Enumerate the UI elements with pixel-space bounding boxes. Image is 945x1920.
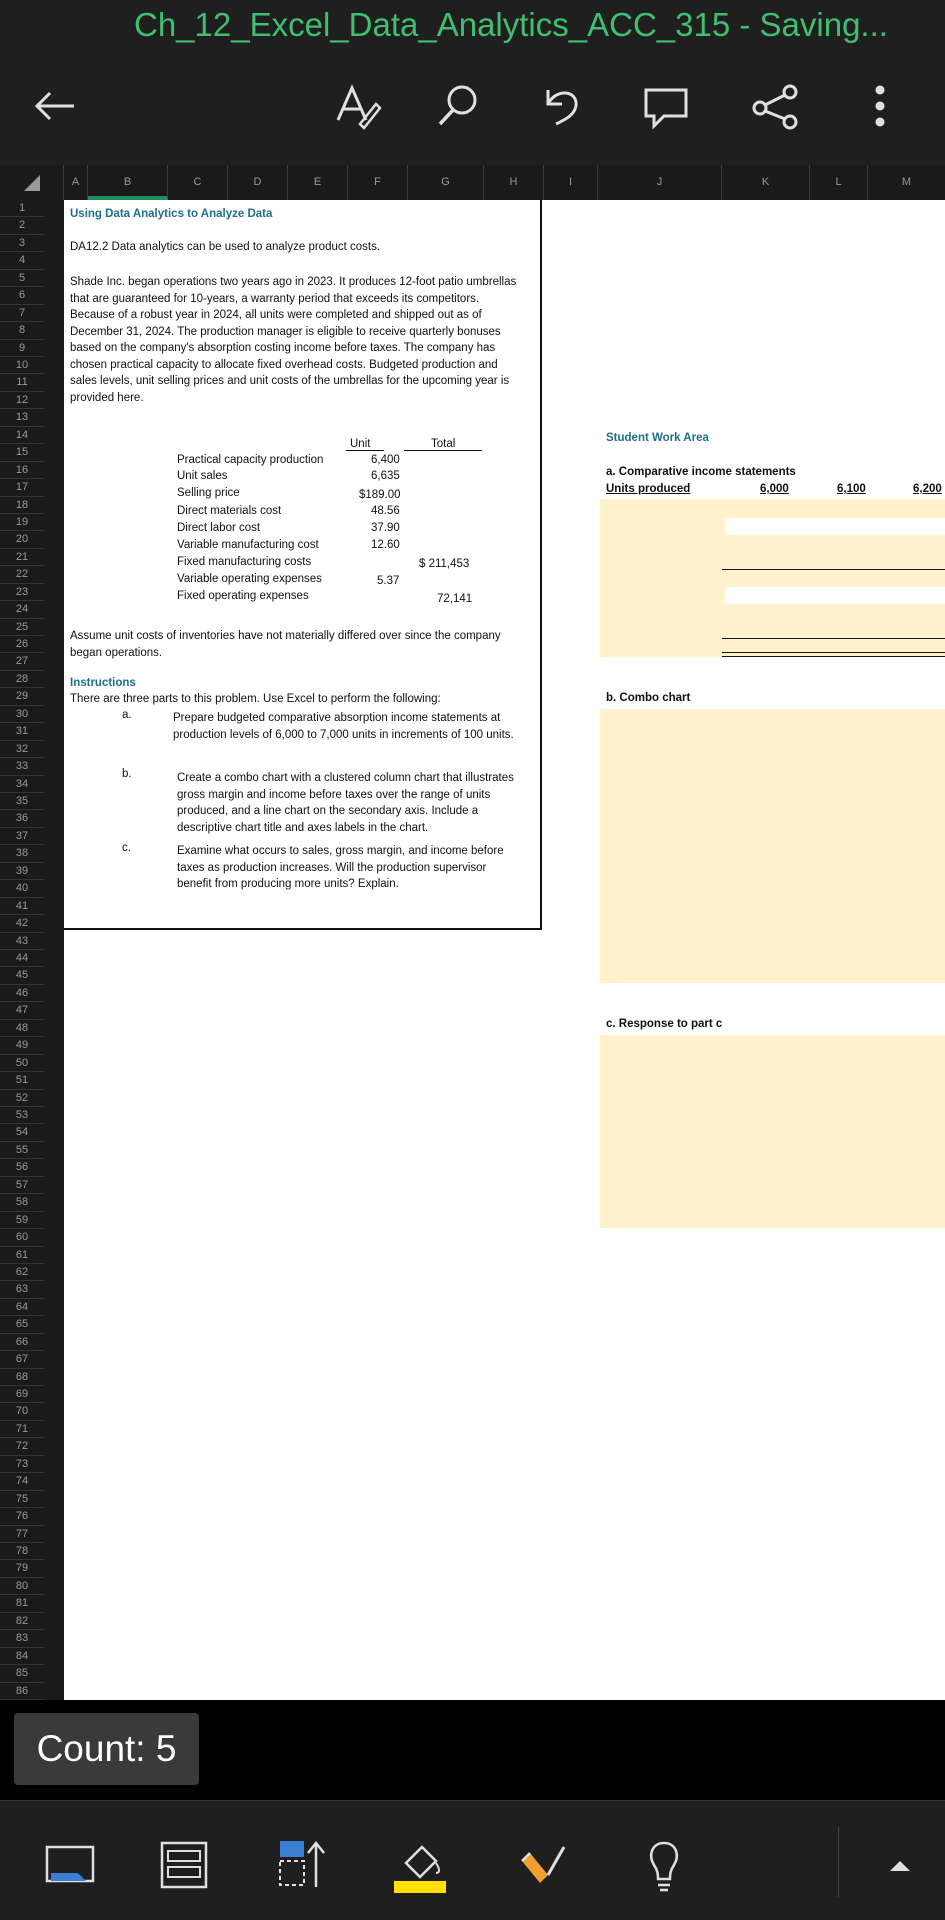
double-rule-bottom	[722, 656, 945, 657]
row-header[interactable]: 40	[0, 880, 44, 897]
column-header-e[interactable]: E	[288, 165, 348, 200]
row-header[interactable]: 59	[0, 1212, 44, 1229]
row-header[interactable]: 18	[0, 497, 44, 514]
table-row-unit[interactable]: $189.00	[359, 489, 401, 501]
intro-line: Shade Inc. began operations two years ago in 2023. It produces 12-foot patio umbrellas	[70, 276, 517, 288]
column-header-d[interactable]: D	[228, 165, 288, 200]
column-headers	[0, 165, 945, 200]
sheet-title[interactable]: Using Data Analytics to Analyze Data	[70, 208, 273, 220]
count-indicator[interactable]: Count: 5	[14, 1713, 199, 1785]
row-header[interactable]: 45	[0, 967, 44, 984]
assumption-paragraph[interactable]	[70, 628, 501, 661]
row-header[interactable]: 50	[0, 1055, 44, 1072]
row-header[interactable]: 8	[0, 322, 44, 339]
row-header[interactable]: 67	[0, 1351, 44, 1368]
total-header[interactable]: Total	[431, 438, 456, 450]
row-header[interactable]: 86	[0, 1683, 44, 1700]
instructions-label[interactable]: Instructions	[70, 677, 136, 689]
row-header[interactable]: 44	[0, 950, 44, 967]
row-header[interactable]: 20	[0, 531, 44, 548]
intro-paragraph[interactable]	[70, 274, 516, 406]
row-header[interactable]: 73	[0, 1456, 44, 1473]
column-header-f[interactable]: F	[348, 165, 408, 200]
table-row-unit[interactable]: 12.60	[371, 539, 400, 551]
row-header[interactable]: 71	[0, 1421, 44, 1438]
part-c-text[interactable]	[177, 843, 504, 893]
column-header-c[interactable]: C	[168, 165, 228, 200]
search-icon[interactable]	[430, 78, 486, 134]
part-b-heading[interactable]: b. Combo chart	[606, 692, 691, 704]
table-row-label[interactable]: Variable operating expenses	[177, 573, 322, 585]
table-row-label[interactable]: Fixed operating expenses	[177, 590, 309, 602]
table-row-label[interactable]: Unit sales	[177, 470, 228, 482]
intro-line: that are guaranteed for 10-years, a warranty period that exceeds its competitors.	[70, 292, 480, 305]
part-line: benefit from producing more units? Explain.	[177, 878, 399, 890]
table-row-total[interactable]: $ 211,453	[419, 558, 470, 570]
row-header[interactable]: 65	[0, 1316, 44, 1333]
intro-line: December 31, 2024. The production manager is eligible to receive quarterly bonuses	[70, 325, 501, 338]
table-row-label[interactable]: Direct materials cost	[177, 505, 282, 517]
table-row-label[interactable]: Variable manufacturing cost	[177, 539, 319, 551]
sheet-subtitle[interactable]: DA12.2 Data analytics can be used to analyze product costs.	[70, 241, 381, 253]
row-header[interactable]: 36	[0, 810, 44, 827]
row-header[interactable]: 53	[0, 1107, 44, 1124]
part-line: production levels of 6,000 to 7,000 units in increments of 100 units.	[173, 728, 514, 741]
table-row-label[interactable]: Practical capacity production	[177, 454, 324, 466]
row-header[interactable]: 74	[0, 1473, 44, 1490]
intro-line: Because of a robust year in 2024, all units were completed and shipped out as of	[70, 309, 482, 321]
row-header[interactable]: 4	[0, 252, 44, 269]
row-header[interactable]: 12	[0, 392, 44, 409]
column-header-m[interactable]: M	[901, 176, 912, 188]
total-header-underline	[404, 450, 482, 451]
row-header[interactable]: 58	[0, 1194, 44, 1211]
part-line: descriptive chart title and axes labels in the chart.	[177, 821, 429, 834]
row-header[interactable]: 37	[0, 828, 44, 845]
row-header[interactable]: 41	[0, 898, 44, 915]
comment-icon[interactable]	[638, 78, 694, 134]
row-header[interactable]: 66	[0, 1334, 44, 1351]
table-row-label[interactable]: Selling price	[177, 487, 240, 499]
row-header[interactable]: 64	[0, 1299, 44, 1316]
row-header[interactable]: 7	[0, 305, 44, 322]
title-bar	[0, 0, 945, 165]
row-header[interactable]: 78	[0, 1543, 44, 1560]
undo-icon[interactable]	[534, 78, 590, 134]
row-header[interactable]: 63	[0, 1281, 44, 1298]
row-header[interactable]: 81	[0, 1595, 44, 1612]
spreadsheet[interactable]	[0, 165, 945, 1700]
expand-up-icon[interactable]	[872, 1837, 928, 1893]
subtotal-rule	[722, 569, 945, 570]
sheet-view-icon[interactable]	[42, 1837, 98, 1893]
part-letter: b.	[122, 768, 132, 780]
row-header[interactable]: 30	[0, 706, 44, 723]
part-c-heading[interactable]: c. Response to part c	[606, 1018, 723, 1030]
tell-me-bulb-icon[interactable]	[636, 1837, 692, 1893]
table-row-total[interactable]: 72,141	[437, 593, 473, 605]
intro-line: chosen practical capacity to allocate fixed overhead costs. Budgeted production and	[70, 358, 498, 371]
table-row-unit[interactable]: 48.56	[371, 505, 400, 517]
total-rule	[722, 638, 945, 639]
column-header-g[interactable]: G	[408, 165, 484, 200]
table-row-label[interactable]: Fixed manufacturing costs	[177, 556, 312, 568]
part-line: taxes as production increases. Will the production supervisor	[177, 861, 487, 874]
column-header-h[interactable]: H	[484, 165, 544, 200]
status-bar	[0, 1700, 945, 1800]
row-header[interactable]: 25	[0, 619, 44, 636]
row-header[interactable]: 34	[0, 776, 44, 793]
part-letter: c.	[122, 842, 131, 854]
row-header[interactable]: 39	[0, 863, 44, 880]
row-header[interactable]: 32	[0, 741, 44, 758]
sort-icon[interactable]	[274, 1837, 330, 1893]
row-header[interactable]: 42	[0, 915, 44, 932]
row-header[interactable]: 17	[0, 479, 44, 496]
row-header[interactable]: 3	[0, 235, 44, 252]
row-header[interactable]: 55	[0, 1142, 44, 1159]
toolbar-divider	[838, 1827, 839, 1897]
row-header[interactable]: 5	[0, 270, 44, 287]
share-icon[interactable]	[748, 78, 804, 134]
row-header[interactable]: 69	[0, 1386, 44, 1403]
cell-grid[interactable]	[64, 200, 945, 1700]
table-row-label[interactable]: Direct labor cost	[177, 522, 261, 534]
row-header[interactable]: 22	[0, 566, 44, 583]
units-value[interactable]: 6,100	[837, 483, 866, 495]
intro-line: sales levels, unit selling prices and unit costs of the umbrellas for the upcoming year is	[70, 375, 510, 387]
response-area[interactable]	[600, 1035, 945, 1228]
unit-header-underline	[346, 450, 384, 451]
part-b-text[interactable]	[177, 770, 514, 836]
row-header[interactable]: 14	[0, 427, 44, 444]
row-header[interactable]: 52	[0, 1090, 44, 1107]
column-header-a[interactable]: A	[64, 165, 88, 200]
row-header[interactable]: 77	[0, 1526, 44, 1543]
row-header[interactable]: 43	[0, 933, 44, 950]
units-produced-label[interactable]: Units produced	[606, 483, 691, 495]
row-header[interactable]: 9	[0, 340, 44, 357]
row-header[interactable]: 15	[0, 444, 44, 461]
row-header[interactable]: 19	[0, 514, 44, 531]
part-line: Examine what occurs to sales, gross margin, and income before	[177, 845, 504, 857]
document-title: Ch_12_Excel_Data_Analytics_ACC_315 - Saving...	[134, 6, 888, 43]
double-rule-top	[722, 652, 945, 653]
column-header-k[interactable]: K	[722, 165, 810, 200]
combo-chart-area[interactable]	[600, 709, 945, 983]
units-value[interactable]: 6,200	[913, 483, 942, 495]
back-arrow-icon[interactable]	[28, 78, 84, 134]
row-header[interactable]: 16	[0, 462, 44, 479]
more-icon[interactable]	[852, 78, 908, 134]
row-header[interactable]: 38	[0, 845, 44, 862]
instructions-intro[interactable]: There are three parts to this problem. Use Excel to perform the following:	[70, 693, 441, 705]
row-header[interactable]: 21	[0, 549, 44, 566]
row-header[interactable]: 84	[0, 1648, 44, 1665]
table-row-unit[interactable]: 6,400	[371, 454, 400, 466]
row-header[interactable]: 85	[0, 1665, 44, 1682]
unit-header[interactable]: Unit	[350, 438, 371, 450]
row-header[interactable]: 75	[0, 1491, 44, 1508]
row-header[interactable]: 57	[0, 1177, 44, 1194]
row-header[interactable]: 56	[0, 1159, 44, 1176]
assume-line: began operations.	[70, 646, 163, 659]
row-header[interactable]: 31	[0, 723, 44, 740]
row-header[interactable]: 13	[0, 409, 44, 426]
row-header[interactable]: 29	[0, 688, 44, 705]
row-header[interactable]: 2	[0, 217, 44, 234]
fill-color-icon[interactable]	[392, 1837, 448, 1893]
input-cell[interactable]	[725, 587, 945, 604]
table-row-unit[interactable]: 6,635	[371, 470, 400, 482]
format-cells-icon[interactable]	[156, 1837, 212, 1893]
column-header-i[interactable]: I	[544, 165, 598, 200]
row-header[interactable]: 68	[0, 1369, 44, 1386]
row-header[interactable]: 35	[0, 793, 44, 810]
row-header[interactable]: 47	[0, 1002, 44, 1019]
assume-line: Assume unit costs of inventories have not materially differed over since the company	[70, 630, 501, 642]
select-all-triangle-icon	[22, 173, 42, 193]
column-header-j[interactable]: J	[598, 165, 722, 200]
row-header[interactable]: 6	[0, 287, 44, 304]
units-value[interactable]: 6,000	[760, 483, 789, 495]
work-area-title[interactable]: Student Work Area	[606, 432, 709, 444]
row-header[interactable]: 51	[0, 1072, 44, 1089]
part-letter: a.	[122, 709, 132, 721]
row-header[interactable]: 82	[0, 1613, 44, 1630]
row-header[interactable]: 27	[0, 653, 44, 670]
row-header[interactable]: 26	[0, 636, 44, 653]
clear-format-icon[interactable]	[514, 1837, 570, 1893]
part-a-text[interactable]	[173, 710, 514, 743]
row-header[interactable]: 1	[0, 200, 44, 217]
table-row-unit[interactable]: 5.37	[377, 575, 400, 587]
column-header-b[interactable]: B	[88, 165, 168, 200]
row-header[interactable]: 11	[0, 374, 44, 391]
input-cell[interactable]	[725, 518, 945, 535]
part-line: Prepare budgeted comparative absorption income statements at	[173, 712, 501, 724]
row-header[interactable]: 61	[0, 1247, 44, 1264]
column-header-l[interactable]: L	[810, 165, 868, 200]
row-header[interactable]: 62	[0, 1264, 44, 1281]
part-line: gross margin and income before taxes over the range of units	[177, 788, 491, 801]
row-header[interactable]: 49	[0, 1037, 44, 1054]
part-line: produced, and a line chart on the secondary axis. Include a	[177, 805, 479, 817]
table-row-unit[interactable]: 37.90	[371, 522, 400, 534]
row-header[interactable]: 80	[0, 1578, 44, 1595]
row-header[interactable]: 33	[0, 758, 44, 775]
intro-line: provided here.	[70, 391, 144, 404]
row-header[interactable]: 79	[0, 1560, 44, 1577]
row-header[interactable]: 24	[0, 601, 44, 618]
row-header[interactable]: 54	[0, 1124, 44, 1141]
draw-pen-icon[interactable]	[330, 78, 386, 134]
intro-line: based on the company's absorption costing income before taxes. The company has	[70, 342, 496, 354]
part-a-heading[interactable]: a. Comparative income statements	[606, 466, 796, 478]
row-headers	[0, 200, 64, 1700]
row-header[interactable]: 28	[0, 671, 44, 688]
row-header[interactable]: 10	[0, 357, 44, 374]
row-header[interactable]: 46	[0, 985, 44, 1002]
select-all-corner[interactable]	[0, 165, 64, 200]
row-header[interactable]: 72	[0, 1438, 44, 1455]
row-header[interactable]: 48	[0, 1020, 44, 1037]
row-header[interactable]: 76	[0, 1508, 44, 1525]
row-header[interactable]: 60	[0, 1229, 44, 1246]
part-line: Create a combo chart with a clustered column chart that illustrates	[177, 772, 514, 784]
row-header[interactable]: 70	[0, 1403, 44, 1420]
row-header[interactable]: 83	[0, 1630, 44, 1647]
bottom-toolbar	[0, 1800, 945, 1920]
row-header[interactable]: 23	[0, 584, 44, 601]
